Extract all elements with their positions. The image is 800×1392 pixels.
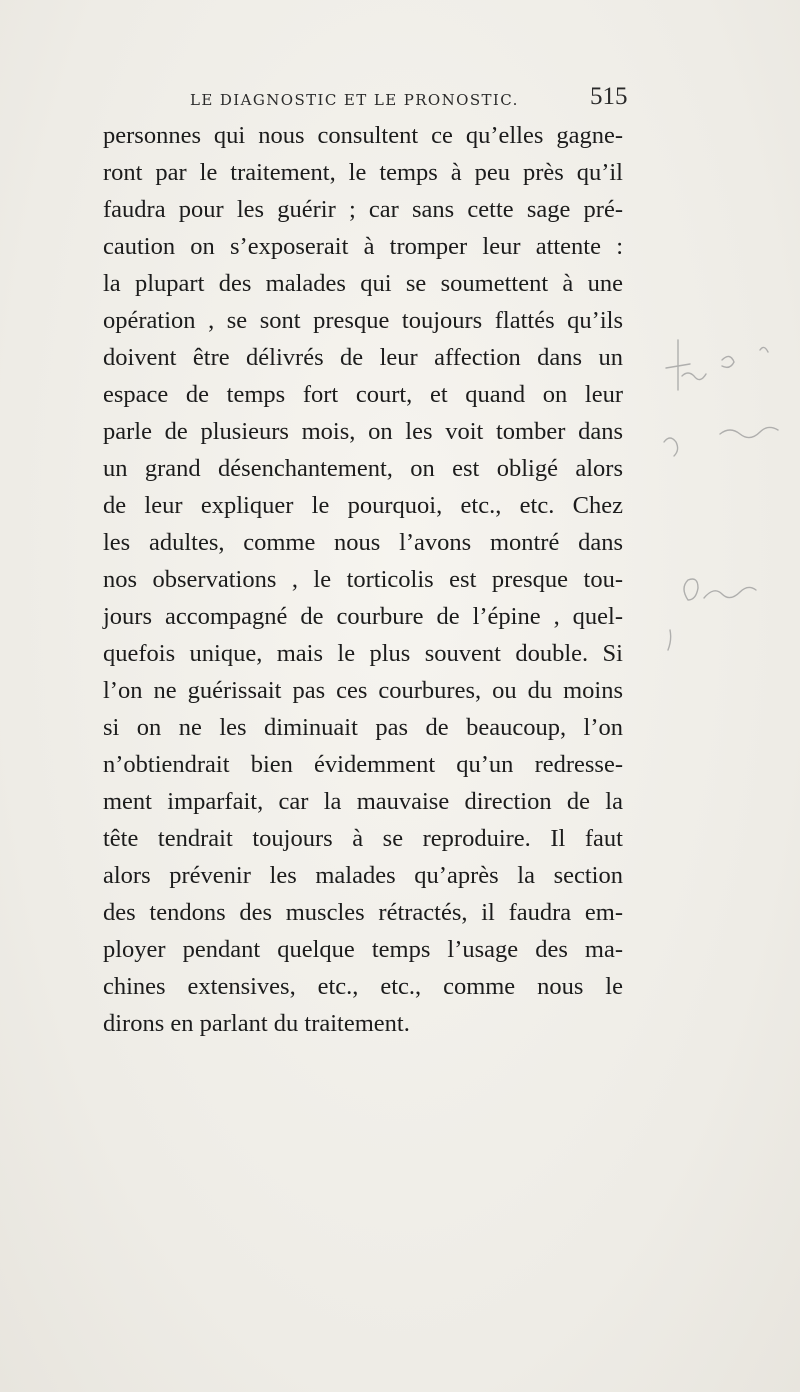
text-line: de leur expliquer le pourquoi, etc., etc. Chez [103,492,623,519]
text-line: les adultes, comme nous l’avons montré dans [103,529,623,556]
text-line: si on ne les diminuait pas de beaucoup, l’on [103,714,623,741]
text-line: alors prévenir les malades qu’après la section [103,862,623,889]
body-text [103,117,623,1042]
text-line: parle de plusieurs mois, on les voit tomber dans [103,418,623,445]
text-line: doivent être délivrés de leur affection dans un [103,344,623,371]
text-line: ployer pendant quelque temps l’usage des ma- [103,936,623,963]
text-line: des tendons des muscles rétractés, il faudra em- [103,899,623,926]
text-line: caution on s’exposerait à tromper leur attente : [103,233,623,260]
text-line: tête tendrait toujours à se reproduire. Il faut [103,825,623,852]
text-line: opération , se sont presque toujours flattés qu’ils [103,307,623,334]
text-line: n’obtiendrait bien évidemment qu’un redresse- [103,751,623,778]
text-line: jours accompagné de courbure de l’épine , quel- [103,603,623,630]
page-number: 515 [590,83,628,110]
text-line: quefois unique, mais le plus souvent double. Si [103,640,623,667]
running-title: LE DIAGNOSTIC ET LE PRONOSTIC. [190,91,519,109]
text-line: un grand désenchantement, on est obligé alors [103,455,623,482]
bleed-through-marks [660,330,800,710]
page-header [0,83,800,113]
text-line: personnes qui nous consultent ce qu’elles gagne- [103,122,623,149]
text-line: chines extensives, etc., etc., comme nous le [103,973,623,1000]
text-line: ront par le traitement, le temps à peu près qu’il [103,159,623,186]
text-line: dirons en parlant du traitement. [103,1010,410,1037]
text-line: ment imparfait, car la mauvaise direction de la [103,788,623,815]
text-line: faudra pour les guérir ; car sans cette sage pré- [103,196,623,223]
text-line: espace de temps fort court, et quand on leur [103,381,623,408]
text-line: nos observations , le torticolis est presque tou- [103,566,623,593]
text-line: l’on ne guérissait pas ces courbures, ou du moins [103,677,623,704]
text-line: la plupart des malades qui se soumettent à une [103,270,623,297]
